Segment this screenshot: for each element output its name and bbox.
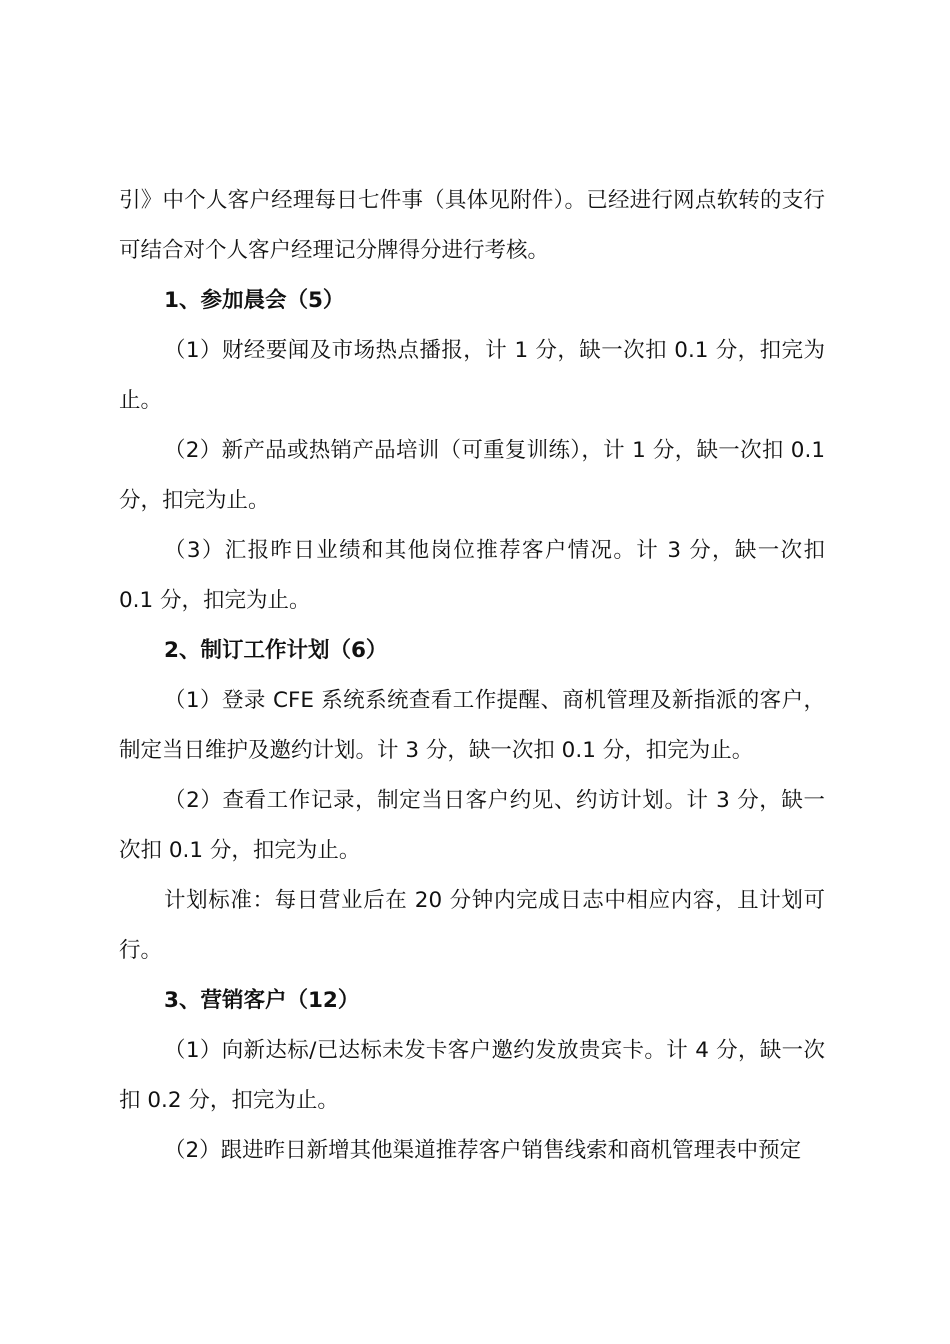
paragraph-item-truncated: （2）跟进昨日新增其他渠道推荐客户销售线索和商机管理表中预定 — [164, 1138, 802, 1163]
section-heading-morning-meeting: 1、参加晨会（5） — [164, 288, 345, 313]
paragraph-item: （2）查看工作记录，制定当日客户约见、约访计划。计 3 分，缺一次扣 0.1 分，扣完为止。 — [119, 788, 825, 863]
paragraph-item: （3）汇报昨日业绩和其他岗位推荐客户情况。计 3 分，缺一次扣 0.1 分，扣完为止。 — [119, 538, 825, 613]
section-heading-work-plan: 2、制订工作计划（6） — [164, 638, 388, 663]
paragraph-item: （1）财经要闻及市场热点播报，计 1 分，缺一次扣 0.1 分，扣完为止。 — [119, 338, 825, 413]
paragraph-intro-continued: 引》中个人客户经理每日七件事（具体见附件）。已经进行网点软转的支行可结合对个人客户经理记分牌得分进行考核。 — [119, 188, 825, 263]
document-body — [119, 176, 825, 1176]
paragraph-plan-standard: 计划标准：每日营业后在 20 分钟内完成日志中相应内容，且计划可行。 — [119, 888, 825, 963]
paragraph-item: （2）新产品或热销产品培训（可重复训练），计 1 分，缺一次扣 0.1 分，扣完为止。 — [119, 438, 825, 513]
paragraph-item: （1）向新达标/已达标未发卡客户邀约发放贵宾卡。计 4 分，缺一次扣 0.2 分，扣完为止。 — [119, 1038, 825, 1113]
section-heading-marketing: 3、营销客户（12） — [164, 988, 360, 1013]
paragraph-item: （1）登录 CFE 系统系统查看工作提醒、商机管理及新指派的客户，制定当日维护及邀约计划。计 3 分，缺一次扣 0.1 分，扣完为止。 — [119, 688, 825, 763]
